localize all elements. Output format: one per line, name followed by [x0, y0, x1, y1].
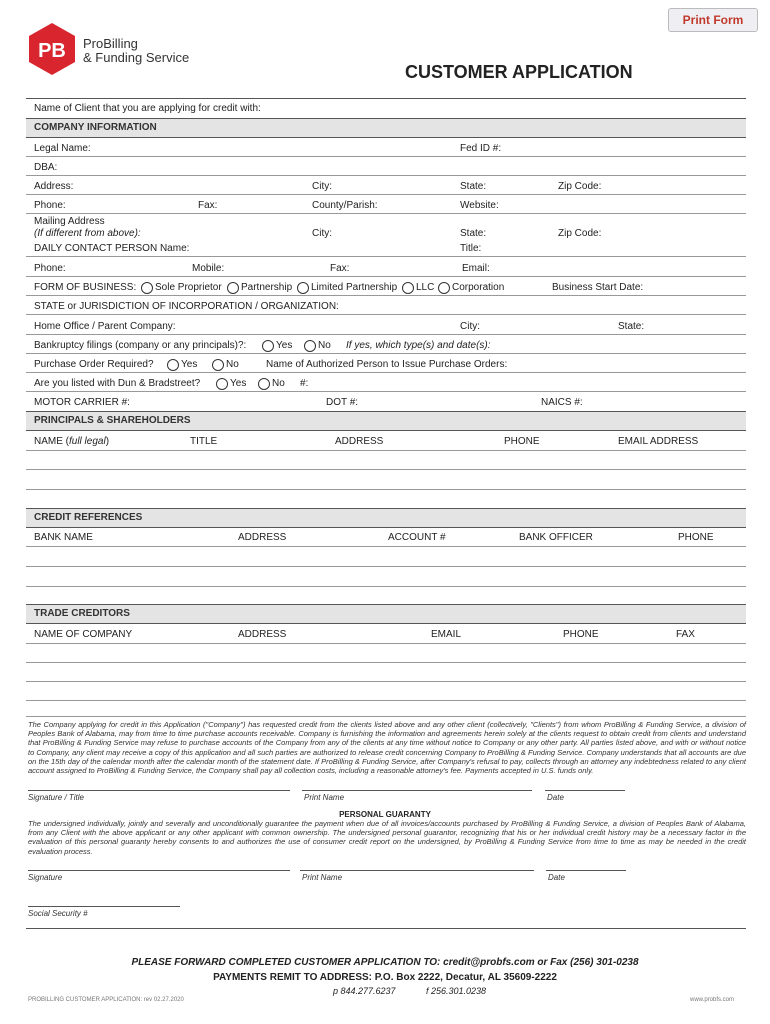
guaranty-title: PERSONAL GUARANTY: [339, 810, 431, 819]
logo-icon: [28, 22, 76, 76]
logo-name: ProBilling: [83, 36, 138, 51]
bankruptcy-note-label[interactable]: If yes, which type(s) and date(s):: [346, 340, 491, 351]
row-line: [26, 156, 746, 157]
dba-label[interactable]: DBA:: [34, 162, 58, 173]
email-label[interactable]: Email:: [462, 263, 490, 274]
col-name: NAME (full legal): [34, 436, 110, 447]
print-form-button[interactable]: Print Form: [668, 8, 758, 32]
radio-bankruptcy-no[interactable]: [304, 340, 316, 352]
col-phone: PHONE: [504, 436, 540, 447]
row-line: [26, 295, 746, 296]
limited-partnership-label: Limited Partnership: [311, 282, 398, 293]
table-row[interactable]: [26, 586, 746, 587]
guarantor-signature-label: Signature: [28, 873, 63, 882]
client-label: Name of Client that you are applying for credit with:: [34, 103, 261, 114]
po-yes-label: Yes: [181, 359, 198, 370]
po-no-label: No: [226, 359, 239, 370]
table-row[interactable]: [26, 469, 746, 470]
mailing-address-label[interactable]: Mailing Address: [34, 216, 105, 227]
daily-contact-label[interactable]: DAILY CONTACT PERSON Name:: [34, 243, 190, 254]
signature-line[interactable]: [28, 790, 290, 791]
mailing-city-label[interactable]: City:: [312, 228, 332, 239]
bankruptcy-no-label: No: [318, 340, 331, 351]
col-company: NAME OF COMPANY: [34, 629, 133, 640]
col-title: TITLE: [190, 436, 218, 447]
radio-po-yes[interactable]: [167, 359, 179, 371]
mobile-label[interactable]: Mobile:: [192, 263, 225, 274]
col-bank-phone: PHONE: [678, 532, 714, 543]
corporation-label: Corporation: [452, 282, 505, 293]
row-line: [26, 372, 746, 373]
col-trade-phone: PHONE: [563, 629, 599, 640]
llc-label: LLC: [416, 282, 435, 293]
row-line: [26, 334, 746, 335]
legal-name-label[interactable]: Legal Name:: [34, 143, 91, 154]
row-line: [26, 314, 746, 315]
address-label[interactable]: Address:: [34, 181, 74, 192]
po-required-label: Purchase Order Required?: [34, 359, 154, 370]
dun-number-label[interactable]: #:: [300, 378, 309, 389]
col-email: EMAIL ADDRESS: [618, 436, 699, 447]
row-line: [26, 194, 746, 195]
page-title: CUSTOMER APPLICATION: [405, 62, 633, 82]
divider: [26, 928, 746, 929]
col-trade-address: ADDRESS: [238, 629, 287, 640]
signature-title-label: Signature / Title: [28, 793, 84, 802]
row-line: [26, 353, 746, 354]
table-row[interactable]: [26, 662, 746, 663]
guarantor-print-name-line[interactable]: [300, 870, 534, 871]
fax-label[interactable]: Fax:: [198, 200, 218, 211]
form-revision: PROBILLING CUSTOMER APPLICATION: rev 02.27.2020: [28, 997, 184, 1003]
col-trade-email: EMAIL: [431, 629, 462, 640]
business-start-label[interactable]: Business Start Date:: [552, 282, 644, 293]
col-address: ADDRESS: [335, 436, 384, 447]
radio-limited-partnership[interactable]: [297, 282, 309, 294]
county-label[interactable]: County/Parish:: [312, 200, 378, 211]
dun-label: Are you listed with Dun & Bradstreet?: [34, 378, 201, 389]
footer-phone: p 844.277.6237: [333, 986, 396, 996]
radio-po-no[interactable]: [212, 359, 224, 371]
table-row[interactable]: [26, 700, 746, 701]
row-line: [26, 175, 746, 176]
col-account: ACCOUNT #: [388, 532, 446, 543]
partnership-label: Partnership: [241, 282, 293, 293]
section-credit-references: CREDIT REFERENCES: [26, 508, 746, 528]
guarantor-print-name-label: Print Name: [302, 873, 343, 882]
col-bank-officer: BANK OFFICER: [519, 532, 593, 543]
terms-paragraph: The Company applying for credit in this Application ("Company") has requested credit from the clients listed above and any other client (collectively, "Clients") from whom ProBilling & Funding Service, a division of Peoples Bank of Alabama, may from time to time purchase accounts receivable. Company is furnishing the information and agreements herein solely at the clients request to obtain credit from clients and understand that ProBilling & Funding Service may refuse to purchase accounts of the Company from any of the clients at any time without notice to Company or any other party. All parties listed above, and with or without notice to Company, any client may receive a copy of this application and all such parties are authorized to release credit concerning Company to ProBilling & Funding Service. Company understands that all accounts are due on the 15th day of the calendar month after the calendar month of the statement date. If ProBilling & Funding Service, after Company's refusal to pay, collects through an attorney any indebtedness related to any client account assigned to ProBilling & Funding Service, the Company shall pay all collection costs, including a reasonable attorney's fee. Payments accepted in U.S. funds only.: [28, 720, 746, 776]
po-person-label[interactable]: Name of Authorized Person to Issue Purchase Orders:: [266, 359, 508, 370]
remit-address: PAYMENTS REMIT TO ADDRESS: P.O. Box 2222, Decatur, AL 35609-2222: [213, 972, 557, 983]
table-row[interactable]: [26, 450, 746, 451]
home-state-label[interactable]: State:: [618, 321, 645, 332]
ssn-line[interactable]: [28, 906, 180, 907]
form-of-business-label: FORM OF BUSINESS:: [34, 282, 137, 293]
radio-dun-no[interactable]: [258, 378, 270, 390]
table-row[interactable]: [26, 681, 746, 682]
logo-subname: & Funding Service: [83, 50, 190, 65]
zip-label[interactable]: Zip Code:: [558, 181, 602, 192]
guarantor-date-line[interactable]: [546, 870, 626, 871]
table-row[interactable]: [26, 643, 746, 644]
dun-no-label: No: [272, 378, 285, 389]
divider: [26, 98, 746, 99]
mailing-state-label[interactable]: State:: [460, 228, 487, 239]
bankruptcy-yes-label: Yes: [276, 340, 293, 351]
table-row[interactable]: [26, 566, 746, 567]
row-line: [26, 276, 746, 277]
col-bank-address: ADDRESS: [238, 532, 287, 543]
row-line: [26, 391, 746, 392]
radio-partnership[interactable]: [227, 282, 239, 294]
footer-fax: f 256.301.0238: [426, 986, 487, 996]
guarantor-signature-line[interactable]: [28, 870, 290, 871]
home-office-label[interactable]: Home Office / Parent Company:: [34, 321, 176, 332]
phone-label[interactable]: Phone:: [34, 200, 66, 211]
dun-yes-label: Yes: [230, 378, 247, 389]
state-label[interactable]: State:: [460, 181, 487, 192]
contact-phone-label[interactable]: Phone:: [34, 263, 66, 274]
radio-dun-yes[interactable]: [216, 378, 228, 390]
section-company-information: COMPANY INFORMATION: [26, 118, 746, 138]
dot-label[interactable]: DOT #:: [326, 397, 359, 408]
radio-corporation[interactable]: [438, 282, 450, 294]
website-label[interactable]: Website:: [460, 200, 499, 211]
footer-website: www.probfs.com: [690, 997, 735, 1003]
fed-id-label[interactable]: Fed ID #:: [460, 143, 502, 154]
mailing-note-label: (If different from above):: [34, 228, 141, 239]
city-label[interactable]: City:: [312, 181, 332, 192]
home-city-label[interactable]: City:: [460, 321, 480, 332]
print-name-label: Print Name: [304, 793, 345, 802]
guarantor-date-label: Date: [548, 873, 565, 882]
row-line: [26, 256, 746, 257]
bankruptcy-label: Bankruptcy filings (company or any principals)?:: [34, 340, 247, 351]
radio-llc[interactable]: [402, 282, 414, 294]
motor-carrier-label[interactable]: MOTOR CARRIER #:: [34, 397, 130, 408]
radio-bankruptcy-yes[interactable]: [262, 340, 274, 352]
row-line: [26, 213, 746, 214]
col-bank-name: BANK NAME: [34, 532, 93, 543]
sole-proprietor-label: Sole Proprietor: [155, 282, 222, 293]
ssn-label: Social Security #: [28, 909, 88, 918]
print-name-line[interactable]: [302, 790, 532, 791]
logo-initials: PB: [38, 40, 66, 62]
section-principals: PRINCIPALS & SHAREHOLDERS: [26, 411, 746, 431]
date-label: Date: [547, 793, 564, 802]
incorporation-label[interactable]: STATE or JURISDICTION OF INCORPORATION / ORGANIZATION:: [34, 301, 339, 312]
guaranty-paragraph: The undersigned individually, jointly and severally and unconditionally guarantee the payment when due of all invoices/accounts purchased by ProBilling & Funding Service, a division of Peoples Bank of Alabama, from any Client with the above applicant or any other applicant with common ownership. The undersigned personal guarantor, recognizing that his or her individual credit history may be a necessary factor in the evaluation of this personal guaranty hereby consents to and authorizes the use of consumer credit report on the undersigned, by ProBilling & Funding Service from time to time as may be needed in the credit evaluation process.: [28, 819, 746, 856]
table-row[interactable]: [26, 546, 746, 547]
table-row[interactable]: [26, 716, 746, 717]
mailing-zip-label[interactable]: Zip Code:: [558, 228, 602, 239]
table-row[interactable]: [26, 489, 746, 490]
section-trade-creditors: TRADE CREDITORS: [26, 604, 746, 624]
naics-label[interactable]: NAICS #:: [541, 397, 583, 408]
date-line[interactable]: [545, 790, 625, 791]
radio-sole-proprietor[interactable]: [141, 282, 153, 294]
contact-title-label[interactable]: Title:: [460, 243, 482, 254]
contact-fax-label[interactable]: Fax:: [330, 263, 350, 274]
forward-instructions: PLEASE FORWARD COMPLETED CUSTOMER APPLICATION TO: credit@probfs.com or Fax (256) 301-0238: [131, 957, 639, 968]
col-trade-fax: FAX: [676, 629, 695, 640]
